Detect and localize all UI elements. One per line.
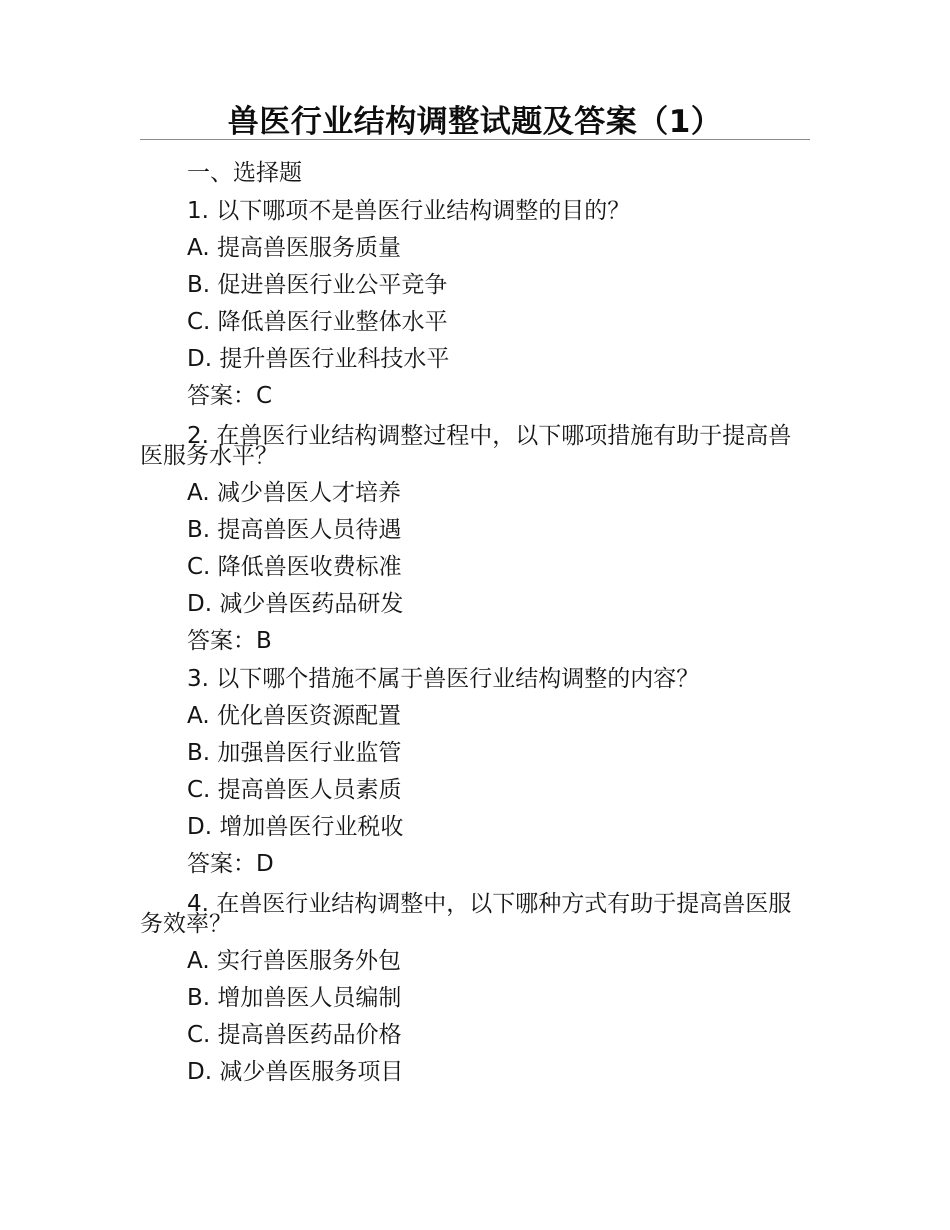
question-4-option-d: D. 减少兽医服务项目	[187, 1059, 404, 1085]
question-1-option-a: A. 提高兽医服务质量	[187, 235, 401, 261]
section-heading: 一、选择题	[187, 160, 302, 186]
question-2-answer: 答案：B	[187, 628, 272, 654]
question-4-option-c: C. 提高兽医药品价格	[187, 1022, 402, 1048]
question-4-option-b: B. 增加兽医人员编制	[187, 985, 402, 1011]
document-title: 兽医行业结构调整试题及答案（1）	[227, 104, 723, 140]
question-1-option-c: C. 降低兽医行业整体水平	[187, 309, 448, 335]
question-3-stem: 3. 以下哪个措施不属于兽医行业结构调整的内容？	[187, 666, 700, 692]
question-1-option-b: B. 促进兽医行业公平竞争	[187, 272, 448, 298]
question-1-option-d: D. 提升兽医行业科技水平	[187, 346, 450, 372]
question-3-option-d: D. 增加兽医行业税收	[187, 814, 404, 840]
question-3-option-b: B. 加强兽医行业监管	[187, 740, 402, 766]
question-1-answer: 答案：C	[187, 383, 273, 409]
question-1-stem: 1. 以下哪项不是兽医行业结构调整的目的？	[187, 198, 631, 224]
question-3-option-a: A. 优化兽医资源配置	[187, 703, 401, 729]
question-3-answer: 答案：D	[187, 851, 274, 877]
question-2-option-c: C. 降低兽医收费标准	[187, 554, 402, 580]
question-4-stem: 4. 在兽医行业结构调整中，以下哪种方式有助于提高兽医服务效率？	[140, 891, 792, 937]
question-2-option-b: B. 提高兽医人员待遇	[187, 517, 402, 543]
question-2-option-d: D. 减少兽医药品研发	[187, 591, 404, 617]
question-4-option-a: A. 实行兽医服务外包	[187, 948, 401, 974]
question-2-stem: 2. 在兽医行业结构调整过程中，以下哪项措施有助于提高兽医服务水平？	[140, 423, 792, 469]
question-3-option-c: C. 提高兽医人员素质	[187, 777, 402, 803]
question-2-option-a: A. 减少兽医人才培养	[187, 480, 401, 506]
title-underline	[140, 139, 810, 140]
